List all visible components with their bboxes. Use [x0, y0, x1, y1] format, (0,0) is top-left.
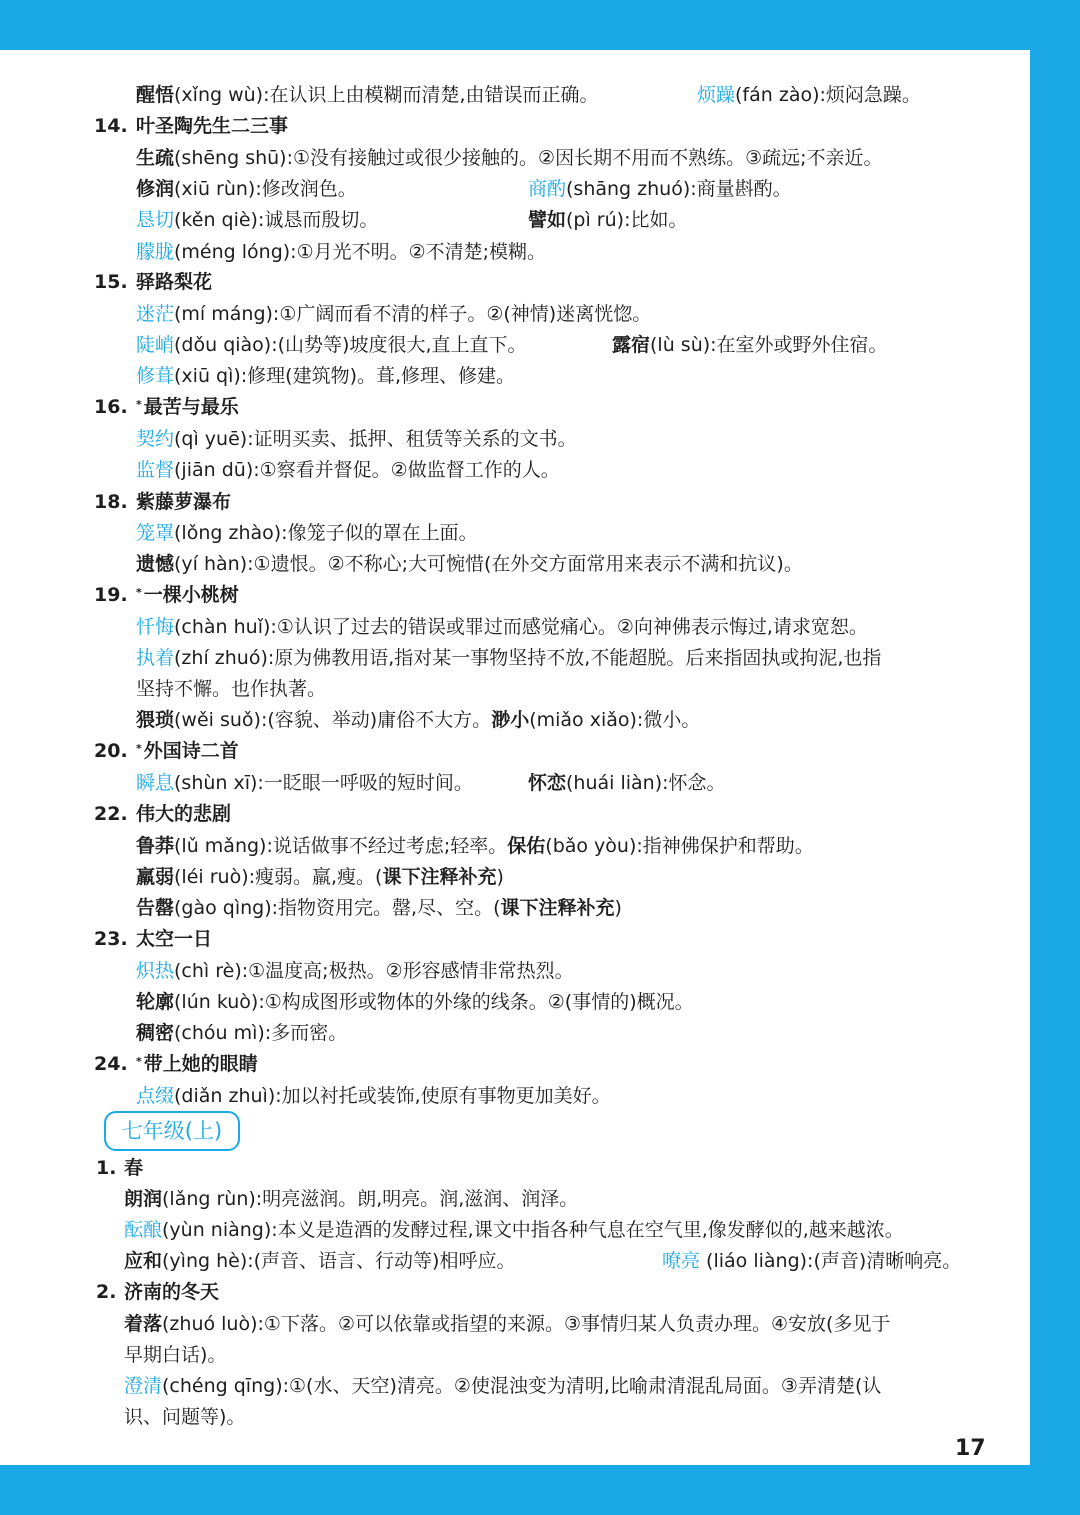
section-number: 20. — [94, 740, 128, 762]
vocab-entry — [124, 1372, 881, 1400]
term: 猥琐 — [136, 709, 175, 731]
definition-text: (yìng hè):(声音、语言、行动等)相呼应。 — [162, 1250, 516, 1272]
definition-text: (zhí zhuó):原为佛教用语,指对某一事物坚持不放,不能超脱。后来指固执或拘泥,也指 — [174, 647, 882, 669]
section-number: 15. — [94, 271, 128, 293]
definition-text: (bǎo yòu):指神佛保护和帮助。 — [545, 835, 814, 857]
vocab-entry — [136, 144, 883, 172]
section-title — [124, 1154, 143, 1182]
vocab-entry — [136, 362, 515, 390]
definition-text: (pì rú):比如。 — [566, 209, 688, 231]
term: 醒悟 — [136, 84, 175, 106]
page-number: 17 — [955, 1436, 986, 1461]
definition-text: ) — [496, 866, 504, 888]
vocab-entry — [136, 206, 378, 234]
section-title-text: 外国诗二首 — [143, 740, 239, 762]
section-title — [136, 800, 231, 828]
vocab-entry — [124, 1341, 226, 1369]
definition-text: (fán zào):烦闷急躁。 — [735, 84, 921, 106]
definition-text: (jiān dū):①察看并督促。②做监督工作的人。 — [174, 459, 560, 481]
section-number: 24. — [94, 1053, 128, 1075]
definition-text: (huái liàn):怀念。 — [566, 772, 726, 794]
section-number: 23. — [94, 928, 128, 950]
section-title-text: 最苦与最乐 — [143, 396, 239, 418]
bottom-band — [0, 1465, 1080, 1515]
definition-text: (chàn huǐ):①认识了过去的错误或罪过而感觉痛心。②向神佛表示悔过,请求宽恕。 — [174, 616, 868, 638]
section-title-text: 一棵小桃树 — [143, 584, 239, 606]
section-title-text: 带上她的眼睛 — [143, 1053, 258, 1075]
vocab-entry — [136, 1082, 611, 1110]
term: 应和 — [124, 1250, 163, 1272]
optional-star-mark: * — [136, 742, 142, 755]
term: 怀恋 — [528, 772, 567, 794]
vocab-entry — [612, 331, 888, 359]
section-title-text: 驿路梨花 — [136, 271, 213, 293]
section-title — [136, 488, 231, 516]
section-title — [136, 268, 212, 296]
definition-text: (lǔ mǎng):说话做事不经过考虑;轻率。 — [174, 835, 508, 857]
term: 契约 — [136, 428, 175, 450]
section-title-text: 太空一日 — [136, 928, 213, 950]
section-title-text: 叶圣陶先生二三事 — [136, 115, 289, 137]
vocab-entry — [136, 832, 814, 860]
definition-text: (lún kuò):①构成图形或物体的外缘的线条。②(事情的)概况。 — [174, 991, 694, 1013]
term: 执着 — [136, 647, 175, 669]
term: 酝酿 — [124, 1219, 163, 1241]
term: 生疏 — [136, 147, 175, 169]
definition-text: (lǒng zhào):像笼子似的罩在上面。 — [174, 522, 478, 544]
definition-text: (shāng zhuó):商量斟酌。 — [566, 178, 792, 200]
term: 譬如 — [528, 209, 567, 231]
definition-text: (shēng shū):①没有接触过或很少接触的。②因长期不用而不熟练。③疏远;不亲近。 — [174, 147, 883, 169]
note-label: 课下注释补充 — [500, 897, 615, 919]
vocab-entry — [136, 644, 881, 672]
optional-star-mark: * — [136, 398, 142, 411]
section-number: 14. — [94, 115, 128, 137]
definition-text: (chóu mì):多而密。 — [174, 1022, 348, 1044]
definition-text: (léi ruò):瘦弱。羸,瘦。( — [174, 866, 383, 888]
vocab-entry — [136, 456, 560, 484]
term: 澄清 — [124, 1375, 163, 1397]
page — [0, 50, 1030, 1465]
term: 陡峭 — [136, 334, 175, 356]
term: 修葺 — [136, 365, 175, 387]
term: 忏悔 — [136, 616, 175, 638]
definition-text: 坚持不懈。也作执著。 — [136, 678, 327, 700]
term: 渺小 — [491, 709, 530, 731]
definition-text: (mí máng):①广阔而看不清的样子。②(神情)迷离恍惚。 — [174, 303, 652, 325]
vocab-entry — [697, 81, 921, 109]
definition-text: (dǒu qiào):(山势等)坡度很大,直上直下。 — [174, 334, 527, 356]
term: 告罄 — [136, 897, 175, 919]
vocab-entry — [124, 1185, 578, 1213]
term: 炽热 — [136, 960, 175, 982]
vocab-entry — [136, 425, 577, 453]
section-title-text: 伟大的悲剧 — [136, 803, 232, 825]
section-title-text: 春 — [124, 1157, 144, 1179]
term: 嘹亮 — [662, 1250, 701, 1272]
definition-text: 识、问题等)。 — [124, 1406, 246, 1428]
optional-star-mark: * — [136, 586, 142, 599]
term: 遗憾 — [136, 553, 175, 575]
vocab-entry — [136, 863, 504, 891]
vocab-entry — [136, 331, 526, 359]
section-title — [136, 112, 288, 140]
definition-text: (xǐng wù):在认识上由模糊而清楚,由错误而正确。 — [174, 84, 599, 106]
section-number: 1. — [96, 1157, 117, 1179]
section-title — [124, 1278, 219, 1306]
definition-text: (xiū qì):修理(建筑物)。葺,修理、修建。 — [174, 365, 516, 387]
term: 轮廓 — [136, 991, 175, 1013]
vocab-entry — [528, 206, 687, 234]
section-title — [136, 581, 239, 609]
section-title-text: 济南的冬天 — [124, 1281, 220, 1303]
vocab-entry — [136, 894, 622, 922]
definition-text: (shùn xī):一眨眼一呼吸的短时间。 — [174, 772, 473, 794]
vocab-entry — [528, 175, 792, 203]
section-title — [136, 393, 239, 421]
term: 羸弱 — [136, 866, 175, 888]
term: 朦胧 — [136, 241, 175, 263]
definition-text: (diǎn zhuì):加以衬托或装饰,使原有事物更加美好。 — [174, 1085, 611, 1107]
term: 稠密 — [136, 1022, 175, 1044]
definition-text: (yí hàn):①遗恨。②不称心;大可惋惜(在外交方面常用来表示不满和抗议)。 — [174, 553, 803, 575]
term: 修润 — [136, 178, 175, 200]
definition-text: 早期白话)。 — [124, 1344, 227, 1366]
term: 瞬息 — [136, 772, 175, 794]
vocab-entry — [136, 300, 651, 328]
term: 笼罩 — [136, 522, 175, 544]
definition-text: (kěn qiè):诚恳而殷切。 — [174, 209, 379, 231]
term: 点缀 — [136, 1085, 175, 1107]
term: 保佑 — [507, 835, 546, 857]
section-number: 2. — [96, 1281, 117, 1303]
term: 烦躁 — [697, 84, 736, 106]
section-title — [136, 925, 212, 953]
definition-text: (qì yuē):证明买卖、抵押、租赁等关系的文书。 — [174, 428, 577, 450]
section-number: 19. — [94, 584, 128, 606]
definition-text: (lǎng rùn):明亮滋润。朗,明亮。润,滋润、润泽。 — [162, 1188, 579, 1210]
definition-text: (liáo liàng):(声音)清晰响亮。 — [700, 1250, 962, 1272]
definition-text: (xiū rùn):修改润色。 — [174, 178, 357, 200]
vocab-entry — [136, 706, 700, 734]
definition-text: (miǎo xiǎo):微小。 — [529, 709, 701, 731]
vocab-entry — [136, 81, 599, 109]
definition-text: (méng lóng):①月光不明。②不清楚;模糊。 — [174, 241, 547, 263]
definition-text: (zhuó luò):①下落。②可以依靠或指望的来源。③事情归某人负责办理。④安放(多见于 — [162, 1313, 891, 1335]
section-title-text: 紫藤萝瀑布 — [136, 491, 232, 513]
vocab-entry — [136, 519, 478, 547]
definition-text: (gào qìng):指物资用完。罄,尽、空。( — [174, 897, 501, 919]
term: 鲁莽 — [136, 835, 175, 857]
grade-badge: 七年级(上) — [104, 1111, 240, 1151]
vocab-entry — [136, 1019, 347, 1047]
section-number: 18. — [94, 491, 128, 513]
term: 露宿 — [612, 334, 651, 356]
vocab-entry — [136, 675, 326, 703]
vocab-entry — [136, 769, 473, 797]
term: 恳切 — [136, 209, 175, 231]
section-title — [136, 737, 239, 765]
vocab-entry — [124, 1310, 890, 1338]
definition-text: (yùn niàng):本义是造酒的发酵过程,课文中指各种气息在空气里,像发酵似的,越来越浓。 — [162, 1219, 904, 1241]
optional-star-mark: * — [136, 1055, 142, 1068]
vocab-entry — [124, 1216, 904, 1244]
vocab-entry — [136, 988, 694, 1016]
vocab-entry — [136, 957, 574, 985]
vocab-entry — [136, 550, 803, 578]
section-number: 22. — [94, 803, 128, 825]
term: 着落 — [124, 1313, 163, 1335]
vocab-entry — [528, 769, 726, 797]
vocab-entry — [662, 1247, 961, 1275]
definition-text: (chéng qīng):①(水、天空)清亮。②使混浊变为清明,比喻肃清混乱局面。③弄清楚(认 — [162, 1375, 882, 1397]
definition-text: (wěi suǒ):(容貌、举动)庸俗不大方。 — [174, 709, 492, 731]
vocab-entry — [136, 238, 546, 266]
term: 朗润 — [124, 1188, 163, 1210]
term: 商酌 — [528, 178, 567, 200]
vocab-entry — [124, 1247, 515, 1275]
definition-text: (lù sù):在室外或野外住宿。 — [650, 334, 888, 356]
definition-text: (chì rè):①温度高;极热。②形容感情非常热烈。 — [174, 960, 574, 982]
vocab-entry — [124, 1403, 245, 1431]
definition-text: ) — [614, 897, 622, 919]
term: 迷茫 — [136, 303, 175, 325]
vocab-entry — [136, 613, 868, 641]
section-title — [136, 1050, 258, 1078]
note-label: 课下注释补充 — [382, 866, 497, 888]
vocab-entry — [136, 175, 357, 203]
term: 监督 — [136, 459, 175, 481]
section-number: 16. — [94, 396, 128, 418]
